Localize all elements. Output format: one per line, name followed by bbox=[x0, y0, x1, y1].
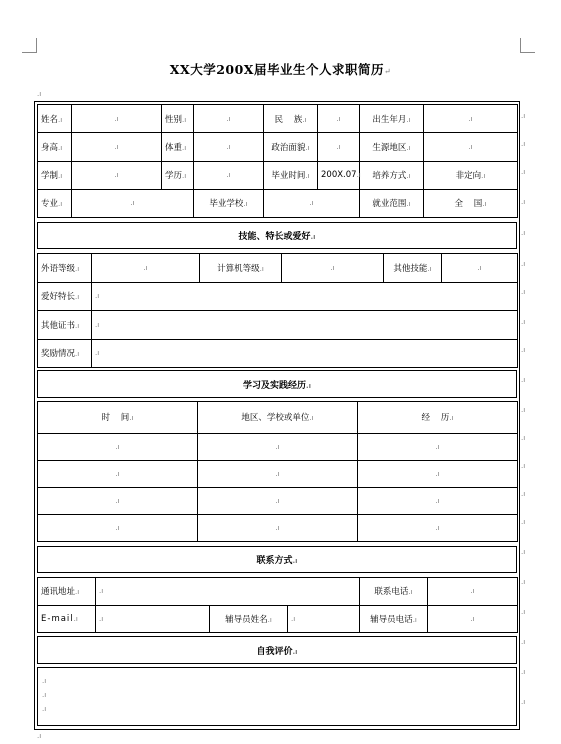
paragraph-mark: .ı bbox=[37, 90, 42, 98]
experience-cell[interactable]: .ı bbox=[38, 433, 198, 460]
field-phone[interactable]: .ı bbox=[428, 578, 518, 606]
field-school[interactable]: .ı bbox=[264, 189, 360, 217]
row-end-mark: .ı bbox=[521, 198, 526, 206]
label-language-level: 外语等级.ı bbox=[38, 254, 92, 283]
experience-cell[interactable]: .ı bbox=[358, 514, 518, 541]
label-employment-scope: 就业范围.ı bbox=[360, 189, 424, 217]
field-birth-date[interactable]: .ı bbox=[424, 105, 518, 133]
resume-table bbox=[34, 101, 520, 730]
row-end-mark: .ı bbox=[521, 112, 526, 120]
skills-section bbox=[37, 253, 517, 368]
evaluation-header bbox=[37, 636, 517, 664]
label-degree: 学历.ı bbox=[162, 161, 194, 189]
experience-cell[interactable]: .ı bbox=[38, 460, 198, 487]
field-email[interactable]: .ı bbox=[96, 605, 210, 633]
row-end-mark: .ı bbox=[521, 406, 526, 414]
row-end-mark: .ı bbox=[521, 638, 526, 646]
row-end-mark: .ı bbox=[521, 462, 526, 470]
row-end-mark: .ı bbox=[521, 140, 526, 148]
crop-mark-top-left bbox=[22, 38, 37, 53]
field-degree[interactable]: .ı bbox=[194, 161, 264, 189]
row-end-mark: .ı bbox=[521, 346, 526, 354]
field-schooling-length[interactable]: .ı bbox=[72, 161, 162, 189]
label-counselor-phone: 辅导员电话.ı bbox=[360, 605, 428, 633]
row-end-mark: .ı bbox=[521, 434, 526, 442]
experience-cell[interactable]: .ı bbox=[358, 487, 518, 514]
field-computer-level[interactable]: .ı bbox=[282, 254, 384, 283]
experience-col-experience: 经 历.ı bbox=[358, 402, 518, 434]
label-computer-level: 计算机等级.ı bbox=[200, 254, 282, 283]
field-counselor-name[interactable]: .ı bbox=[288, 605, 360, 633]
row-end-mark: .ı bbox=[521, 260, 526, 268]
field-awards[interactable]: .ı bbox=[92, 339, 518, 368]
field-hobbies[interactable]: .ı bbox=[92, 282, 518, 311]
basic-info-section bbox=[37, 104, 517, 218]
field-self-evaluation[interactable]: .ı .ı .ı bbox=[37, 667, 517, 726]
field-counselor-phone[interactable]: .ı bbox=[428, 605, 518, 633]
row-end-mark: .ı bbox=[521, 548, 526, 556]
field-name[interactable]: .ı bbox=[72, 105, 162, 133]
row-end-mark: .ı bbox=[521, 318, 526, 326]
label-political-status: 政治面貌.ı bbox=[264, 133, 318, 161]
label-other-skills: 其他技能.ı bbox=[384, 254, 442, 283]
label-gender: 性别.ı bbox=[162, 105, 194, 133]
row-end-mark: .ı bbox=[521, 376, 526, 384]
label-counselor-name: 辅导员姓名.ı bbox=[210, 605, 288, 633]
label-schooling-length: 学制.ı bbox=[38, 161, 72, 189]
experience-cell[interactable]: .ı bbox=[358, 433, 518, 460]
paragraph-mark: .ı bbox=[37, 732, 42, 740]
field-ethnicity[interactable]: .ı bbox=[318, 105, 360, 133]
row-end-mark: .ı bbox=[521, 229, 526, 237]
field-address[interactable]: .ı bbox=[96, 578, 360, 606]
field-origin-region[interactable]: .ı bbox=[424, 133, 518, 161]
field-training-mode[interactable]: 非定向.ı bbox=[424, 161, 518, 189]
label-birth-date: 出生年月.ı bbox=[360, 105, 424, 133]
field-graduation-time[interactable]: 200X.07.ı bbox=[318, 161, 360, 189]
contact-section bbox=[37, 577, 517, 633]
field-gender[interactable]: .ı bbox=[194, 105, 264, 133]
label-major: 专业.ı bbox=[38, 189, 72, 217]
label-ethnicity: 民 族.ı bbox=[264, 105, 318, 133]
experience-col-place: 地区、学校或单位.ı bbox=[198, 402, 358, 434]
row-end-mark: .ı bbox=[521, 518, 526, 526]
field-language-level[interactable]: .ı bbox=[92, 254, 200, 283]
label-hobbies: 爱好特长.ı bbox=[38, 282, 92, 311]
field-political-status[interactable]: .ı bbox=[318, 133, 360, 161]
skills-header bbox=[37, 222, 517, 249]
experience-cell[interactable]: .ı bbox=[198, 433, 358, 460]
table-row bbox=[38, 433, 518, 460]
field-employment-scope[interactable]: 全 国.ı bbox=[424, 189, 518, 217]
row-end-mark: .ı bbox=[521, 668, 526, 676]
experience-header-label: 学习及实践经历.ı bbox=[38, 371, 517, 398]
contact-header bbox=[37, 546, 517, 573]
label-training-mode: 培养方式.ı bbox=[360, 161, 424, 189]
experience-cell[interactable]: .ı bbox=[38, 487, 198, 514]
experience-table bbox=[37, 401, 517, 542]
row-end-mark: .ı bbox=[521, 490, 526, 498]
label-weight: 体重.ı bbox=[162, 133, 194, 161]
row-end-mark: .ı bbox=[521, 288, 526, 296]
label-school: 毕业学校.ı bbox=[194, 189, 264, 217]
skills-header-label: 技能、特长或爱好.ı bbox=[38, 223, 517, 249]
field-other-skills[interactable]: .ı bbox=[442, 254, 518, 283]
experience-cell[interactable]: .ı bbox=[198, 514, 358, 541]
evaluation-section bbox=[37, 667, 517, 726]
field-weight[interactable]: .ı bbox=[194, 133, 264, 161]
document-title: XX大学200X届毕业生个人求职简历↵ bbox=[169, 62, 392, 77]
crop-mark-top-right bbox=[520, 38, 535, 53]
row-end-mark: .ı bbox=[521, 608, 526, 616]
label-email: E-mail.ı bbox=[38, 605, 96, 633]
label-name: 姓名.ı bbox=[38, 105, 72, 133]
experience-cell[interactable]: .ı bbox=[198, 487, 358, 514]
evaluation-header-label: 自我评价.ı bbox=[38, 637, 517, 664]
label-origin-region: 生源地区.ı bbox=[360, 133, 424, 161]
row-end-mark: .ı bbox=[521, 578, 526, 586]
table-row bbox=[38, 514, 518, 541]
label-other-certificates: 其他证书.ı bbox=[38, 311, 92, 340]
experience-cell[interactable]: .ı bbox=[358, 460, 518, 487]
row-end-mark: .ı bbox=[521, 698, 526, 706]
label-address: 通讯地址.ı bbox=[38, 578, 96, 606]
field-other-certificates[interactable]: .ı bbox=[92, 311, 518, 340]
table-row bbox=[38, 460, 518, 487]
table-row bbox=[38, 487, 518, 514]
experience-header bbox=[37, 370, 517, 398]
label-graduation-time: 毕业时间.ı bbox=[264, 161, 318, 189]
experience-cell[interactable]: .ı bbox=[38, 514, 198, 541]
label-height: 身高.ı bbox=[38, 133, 72, 161]
field-height[interactable]: .ı bbox=[72, 133, 162, 161]
field-major[interactable]: .ı bbox=[72, 189, 194, 217]
label-awards: 奖励情况.ı bbox=[38, 339, 92, 368]
contact-header-label: 联系方式.ı bbox=[38, 547, 517, 573]
experience-col-time: 时 间.ı bbox=[38, 402, 198, 434]
label-phone: 联系电话.ı bbox=[360, 578, 428, 606]
row-end-mark: .ı bbox=[521, 168, 526, 176]
experience-cell[interactable]: .ı bbox=[198, 460, 358, 487]
